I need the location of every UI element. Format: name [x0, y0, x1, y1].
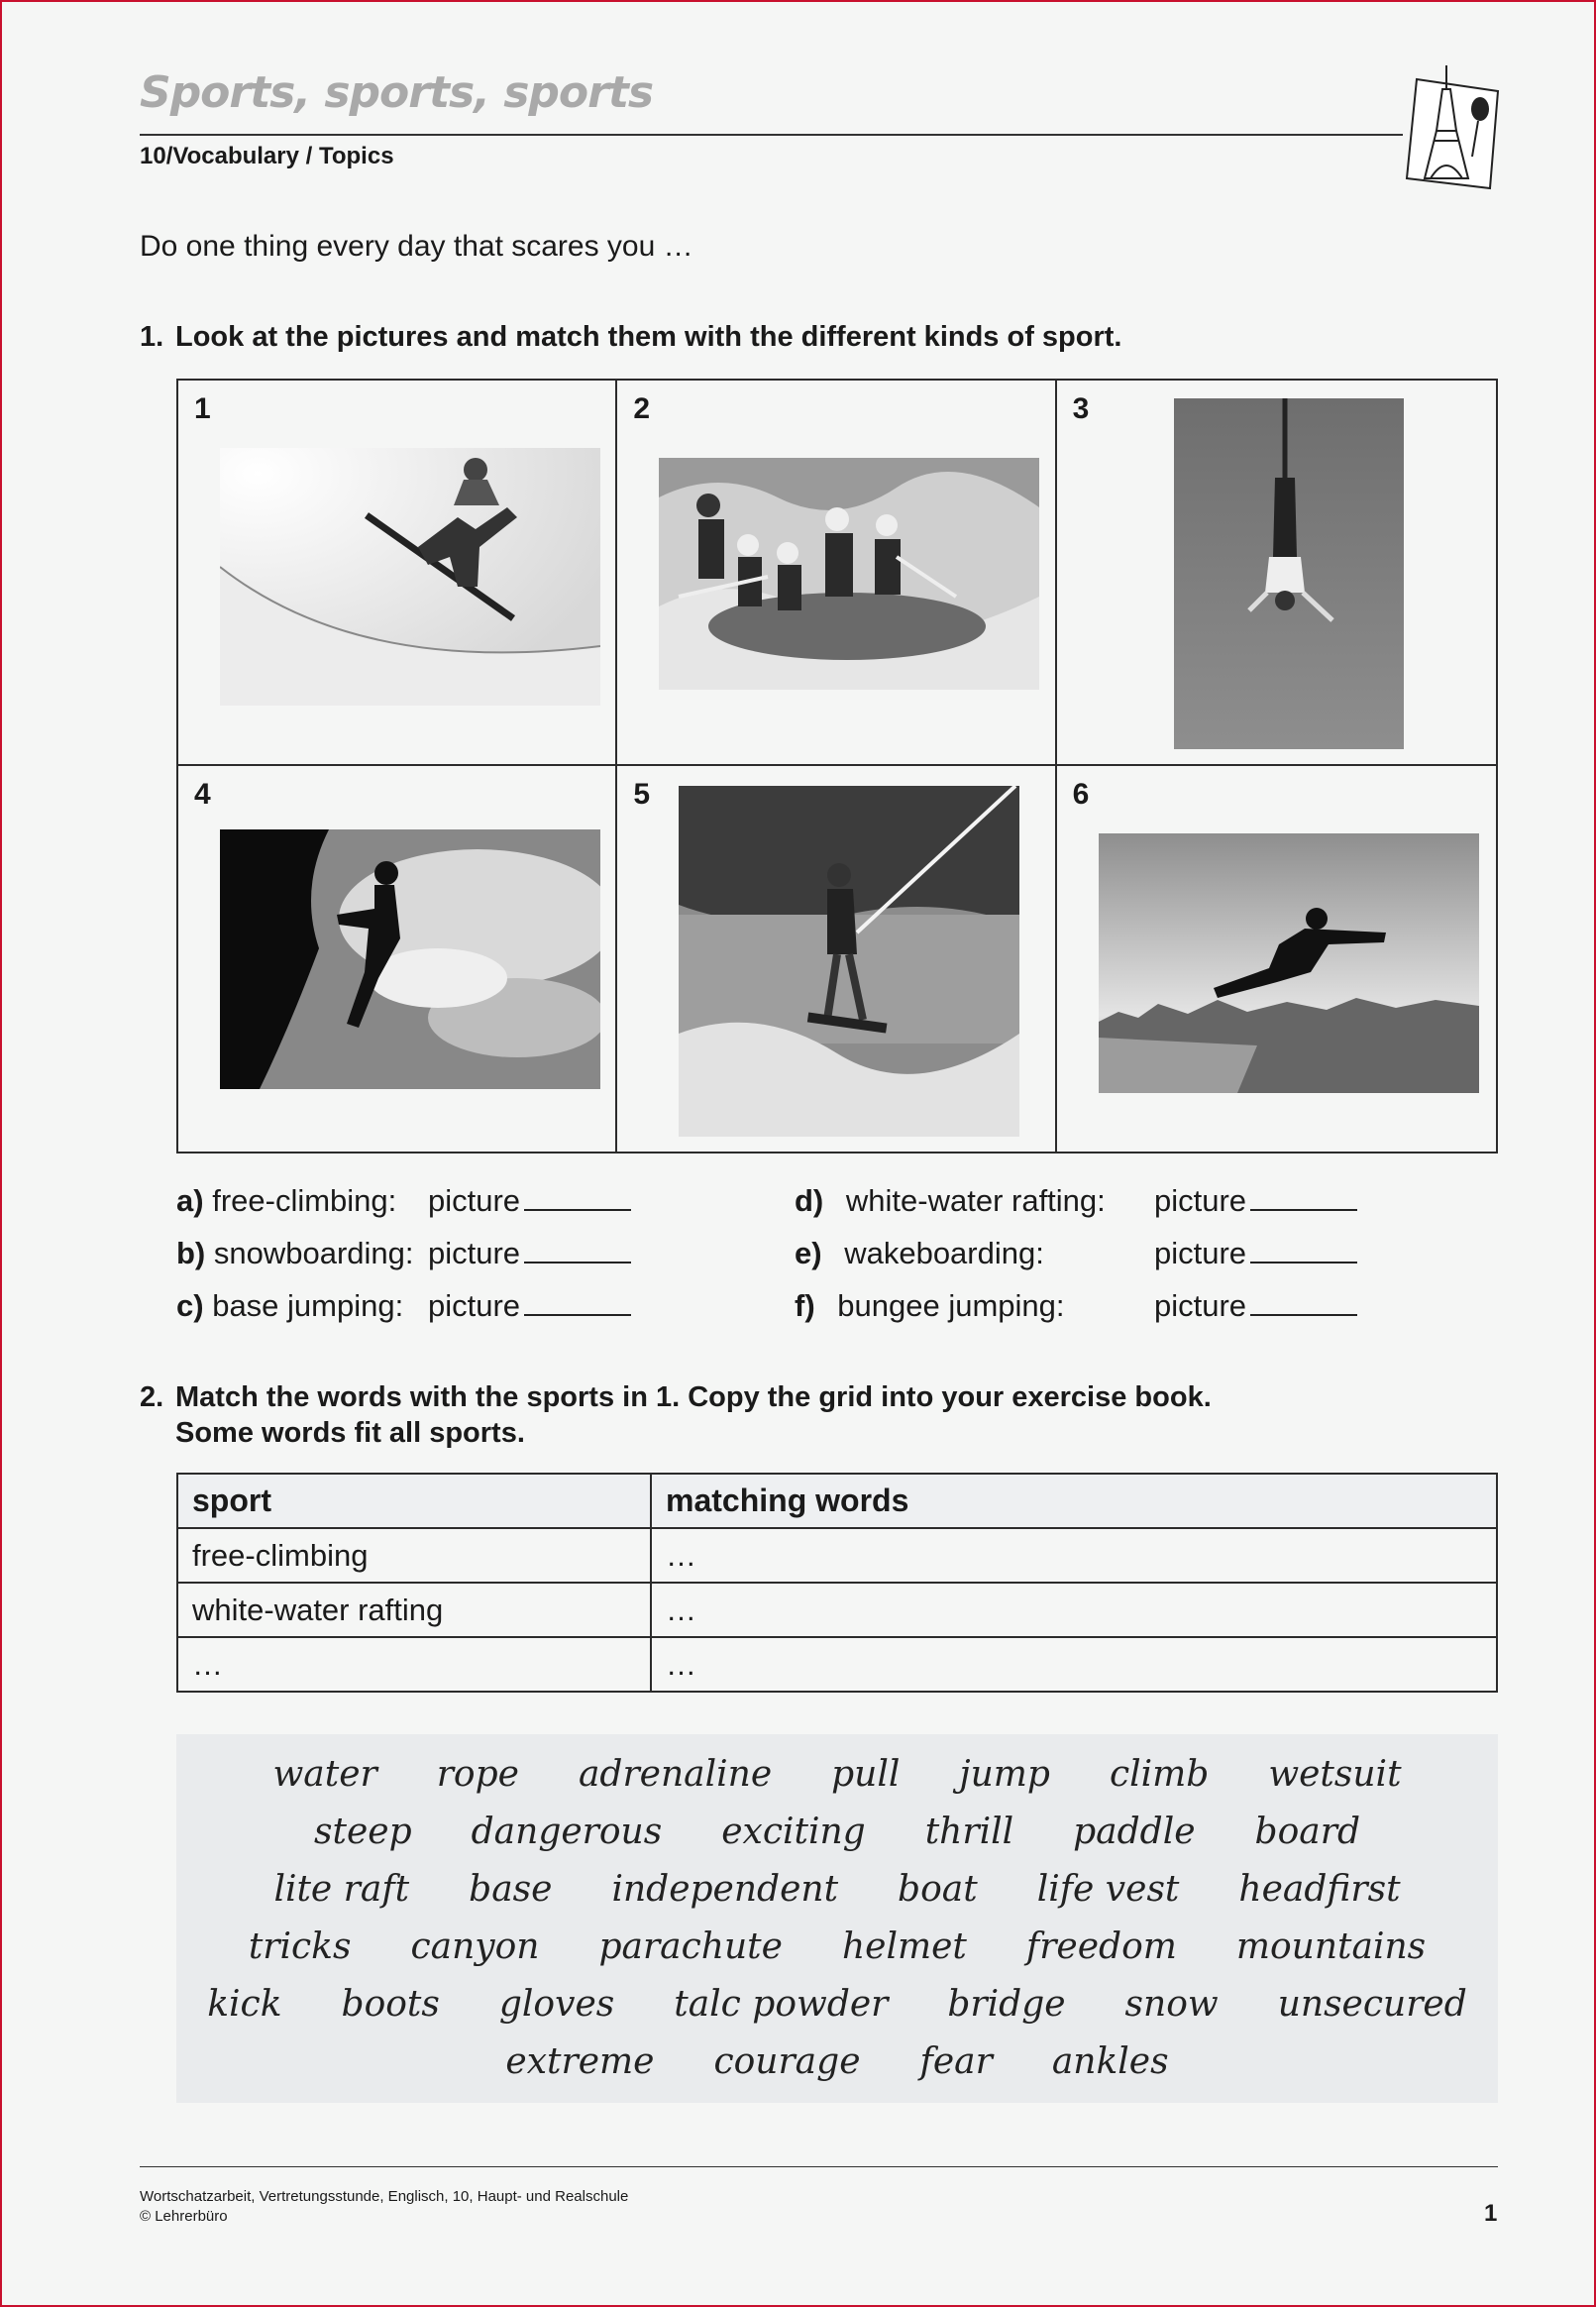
column-header-matching-words: matching words — [651, 1474, 1497, 1528]
match-item-f — [795, 1288, 1065, 1324]
word-item: courage — [713, 2041, 861, 2082]
word-item: canyon — [410, 1926, 540, 1967]
word-item: wetsuit — [1268, 1754, 1402, 1795]
picture-number: 3 — [1072, 392, 1090, 425]
word-item: unsecured — [1277, 1984, 1467, 2025]
match-answer-f — [1154, 1288, 1357, 1324]
page-title: Sports, sports, sports — [140, 67, 654, 118]
picture-cell-5 — [617, 766, 1056, 1152]
word-item: talc powder — [674, 1984, 889, 2025]
footer-source: Wortschatzarbeit, Vertretungsstunde, Englisch, 10, Haupt- und Realschule — [140, 2188, 629, 2205]
table-cell: … — [651, 1583, 1497, 1637]
picture-number: 2 — [633, 392, 651, 425]
picture-cell-6 — [1057, 766, 1496, 1152]
picture-number: 6 — [1072, 778, 1090, 811]
snowboarder-photo — [220, 448, 600, 706]
word-row — [176, 1984, 1498, 2025]
table-cell: … — [651, 1528, 1497, 1583]
picture-number: 1 — [194, 392, 211, 425]
word-item: bridge — [947, 1984, 1066, 2025]
task1-number: 1. — [140, 321, 164, 353]
word-item: exciting — [721, 1812, 866, 1852]
footer-copyright: © Lehrerbüro — [140, 2208, 228, 2225]
title-divider — [140, 134, 1403, 136]
table-cell: white-water rafting — [177, 1583, 651, 1637]
word-item: board — [1254, 1812, 1360, 1852]
match-sport: free-climbing: — [212, 1183, 397, 1218]
match-letter: a) — [176, 1183, 204, 1218]
picture-grid — [176, 379, 1498, 1154]
word-item: life vest — [1036, 1869, 1180, 1910]
footer-divider — [140, 2166, 1498, 2167]
table-cell: … — [177, 1637, 651, 1692]
picture-cell-4 — [178, 766, 617, 1152]
picture-cell-1 — [178, 381, 617, 766]
match-picture-label: picture — [1154, 1288, 1247, 1323]
table-cell: free-climbing — [177, 1528, 651, 1583]
task2-title-line2: Some words fit all sports. — [175, 1417, 525, 1449]
match-item-b — [176, 1236, 414, 1271]
table-header-row — [177, 1474, 1497, 1528]
word-item: steep — [314, 1812, 412, 1852]
match-item-d — [795, 1183, 1106, 1219]
task2-heading — [140, 1379, 1212, 1451]
word-item: fear — [919, 2041, 993, 2082]
task2-number: 2. — [140, 1381, 164, 1413]
word-bank — [176, 1734, 1498, 2103]
match-sport: snowboarding: — [213, 1236, 414, 1270]
picture-number: 5 — [633, 778, 651, 811]
match-answer-a — [428, 1183, 631, 1219]
word-item: tricks — [248, 1926, 352, 1967]
match-picture-label: picture — [428, 1183, 521, 1218]
tagline: Do one thing every day that scares you … — [140, 230, 693, 263]
word-row — [176, 2041, 1498, 2082]
word-item: lite raft — [273, 1869, 410, 1910]
task1-heading — [140, 321, 1121, 354]
word-item: paddle — [1073, 1812, 1196, 1852]
word-item: kick — [207, 1984, 282, 2025]
match-answer-c — [428, 1288, 631, 1324]
picture-number: 4 — [194, 778, 211, 811]
task2-title-line1: Match the words with the sports in 1. Copy the grid into your exercise book. — [175, 1381, 1212, 1413]
word-item: gloves — [498, 1984, 615, 2025]
word-item: water — [272, 1754, 377, 1795]
word-item: headfirst — [1238, 1869, 1401, 1910]
match-item-a — [176, 1183, 396, 1219]
match-sport: base jumping: — [212, 1288, 404, 1323]
picture-cell-2 — [617, 381, 1056, 766]
answer-blank[interactable] — [524, 1183, 631, 1211]
word-item: rope — [436, 1754, 519, 1795]
word-row — [176, 1754, 1498, 1795]
word-item: helmet — [841, 1926, 967, 1967]
picture-cell-3 — [1057, 381, 1496, 766]
table-row — [177, 1583, 1497, 1637]
match-item-c — [176, 1288, 403, 1324]
rafting-photo — [659, 458, 1039, 690]
match-sport: bungee jumping: — [837, 1288, 1065, 1323]
match-letter: b) — [176, 1236, 206, 1270]
free-climber-photo — [220, 829, 600, 1089]
word-row — [176, 1869, 1498, 1910]
answer-blank[interactable] — [1250, 1183, 1357, 1211]
answer-blank[interactable] — [524, 1236, 631, 1263]
word-item: ankles — [1051, 2041, 1169, 2082]
match-answer-e — [1154, 1236, 1357, 1271]
page-subtitle: 10/Vocabulary / Topics — [140, 143, 394, 169]
table-cell: … — [651, 1637, 1497, 1692]
table-row — [177, 1528, 1497, 1583]
page-number: 1 — [1484, 2200, 1498, 2227]
word-item: dangerous — [471, 1812, 663, 1852]
match-picture-label: picture — [428, 1236, 521, 1270]
eiffel-tower-logo-icon — [1399, 61, 1508, 195]
footer — [140, 2187, 628, 2227]
match-picture-label: picture — [428, 1288, 521, 1323]
match-answer-d — [1154, 1183, 1357, 1219]
word-item: boots — [341, 1984, 440, 2025]
word-item: extreme — [505, 2041, 655, 2082]
match-answer-b — [428, 1236, 631, 1271]
task1-title: Look at the pictures and match them with the different kinds of sport. — [175, 321, 1122, 353]
word-item: freedom — [1025, 1926, 1177, 1967]
match-letter: c) — [176, 1288, 204, 1323]
word-row — [176, 1812, 1498, 1852]
word-item: boat — [898, 1869, 978, 1910]
match-item-e — [795, 1236, 1044, 1271]
match-picture-label: picture — [1154, 1236, 1247, 1270]
word-item: pull — [831, 1754, 901, 1795]
word-item: parachute — [598, 1926, 783, 1967]
answer-blank[interactable] — [1250, 1236, 1357, 1263]
answer-blank[interactable] — [1250, 1288, 1357, 1316]
sport-words-table — [176, 1473, 1498, 1693]
column-header-sport: sport — [177, 1474, 651, 1528]
word-item: jump — [959, 1754, 1050, 1795]
bungee-jumper-photo — [1174, 398, 1404, 749]
match-letter: e) — [795, 1236, 822, 1270]
wakeboarder-photo — [679, 786, 1019, 1137]
match-picture-label: picture — [1154, 1183, 1247, 1218]
word-row — [176, 1926, 1498, 1967]
base-jumper-photo — [1099, 833, 1479, 1093]
answer-blank[interactable] — [524, 1288, 631, 1316]
match-letter: f) — [795, 1288, 815, 1323]
word-item: independent — [611, 1869, 839, 1910]
word-item: base — [469, 1869, 553, 1910]
table-row — [177, 1637, 1497, 1692]
match-letter: d) — [795, 1183, 824, 1218]
word-item: adrenaline — [578, 1754, 773, 1795]
match-sport: wakeboarding: — [844, 1236, 1044, 1270]
word-item: climb — [1109, 1754, 1210, 1795]
word-item: snow — [1124, 1984, 1219, 2025]
word-item: thrill — [924, 1812, 1014, 1852]
match-sport: white-water rafting: — [845, 1183, 1106, 1218]
word-item: mountains — [1235, 1926, 1427, 1967]
